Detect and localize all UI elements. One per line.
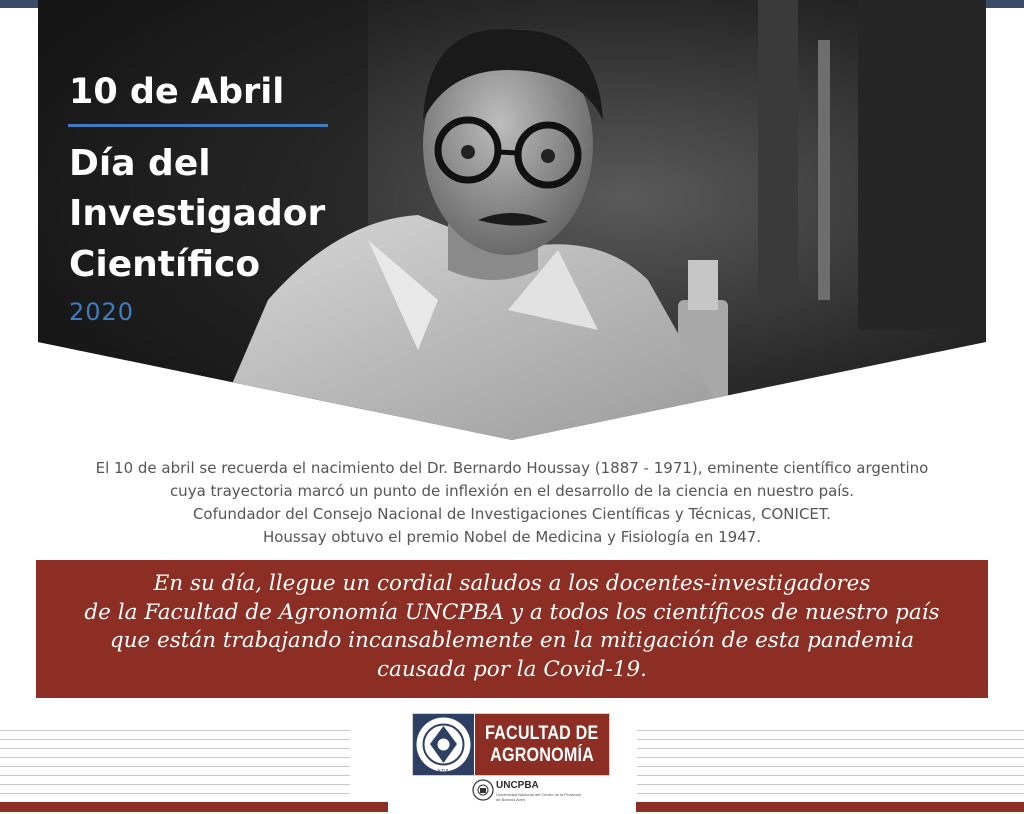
greeting-line: En su día, llegue un cordial saludos a los docentes-investigadores	[153, 571, 871, 596]
faculty-name-block	[475, 714, 609, 775]
greeting-text	[36, 570, 988, 684]
year-label: 2020	[69, 298, 135, 326]
top-accent-bar-left	[0, 0, 38, 8]
footer-band-left	[0, 802, 388, 812]
faculty-name-line-1: FACULTAD DE	[485, 722, 599, 744]
greeting-line: que están trabajando incansablemente en la mitigación de esta pandemia	[109, 628, 915, 653]
footer-band-right	[636, 802, 1024, 812]
faculty-logo	[388, 702, 636, 814]
accent-divider	[68, 124, 328, 127]
description-line: Houssay obtuvo el premio Nobel de Medicina y Fisiología en 1947.	[262, 528, 762, 546]
title-line-2: Investigador	[69, 193, 326, 234]
top-accent-bar-right	[986, 0, 1024, 8]
university-full-name: Universidad Nacional del Centro de la Provincia de Buenos Aires	[496, 792, 581, 802]
houssay-description	[60, 457, 964, 549]
university-abbr: UNCPBA	[496, 780, 539, 791]
description-line: Cofundador del Consejo Nacional de Investigaciones Científicas y Técnicas, CONICET.	[192, 505, 832, 523]
description-line: cuya trayectoria marcó un punto de inflexión en el desarrollo de la ciencia en nuestro país.	[169, 482, 855, 500]
description-line: El 10 de abril se recuerda el nacimiento del Dr. Bernardo Houssay (1887 - 1971), eminente científico argentino	[95, 459, 929, 477]
faculty-seal-icon	[413, 714, 474, 775]
greeting-banner	[36, 560, 988, 698]
faculty-name-line-2: AGRONOMÍA	[490, 744, 594, 766]
greeting-line: causada por la Covid-19.	[377, 656, 647, 682]
university-seal-icon	[472, 779, 494, 801]
greeting-line: de la Facultad de Agronomía UNCPBA y a todos los científicos de nuestro país	[84, 599, 940, 625]
date-heading: 10 de Abril	[69, 72, 285, 112]
title-line-1: Día del	[69, 143, 211, 184]
title-line-3: Científico	[69, 244, 261, 285]
svg-text:AZUL: AZUL	[437, 769, 450, 775]
